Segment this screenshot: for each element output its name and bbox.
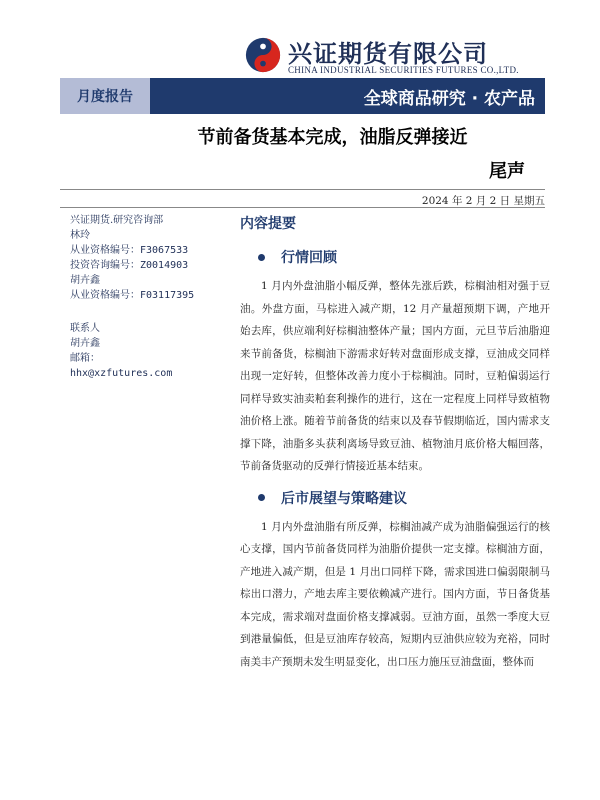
email-label: 邮箱： — [70, 353, 100, 364]
bullet-icon — [258, 494, 265, 501]
contact-name: 胡卉鑫 — [70, 338, 100, 349]
section-heading-text: 后市展望与策略建议 — [281, 490, 407, 507]
report-date: 2024 年 2 月 2 日 星期五 — [421, 195, 545, 207]
section-heading-text: 行情回顾 — [281, 250, 337, 266]
report-title-line1: 节前备货基本完成，油脂反弹接近 — [197, 127, 468, 148]
consulting-number: 投资咨询编号：Z0014903 — [70, 260, 189, 271]
company-logo — [244, 34, 544, 80]
report-category-label: 全球商品研究 · 农产品 — [363, 88, 535, 109]
license-number: 从业资格编号：F3067533 — [70, 245, 189, 256]
company-name-en: CHINA INDUSTRIAL SECURITIES FUTURES CO.,LTD. — [288, 65, 519, 75]
analyst-name: 林玲 — [70, 230, 90, 241]
contact-label: 联系人 — [70, 323, 100, 334]
section-heading — [258, 247, 550, 267]
summary-heading: 内容提要 — [240, 216, 296, 232]
analyst-sidebar — [70, 213, 230, 381]
company-logo-icon — [244, 36, 282, 74]
divider-bottom — [60, 207, 545, 208]
company-name-cn: 兴证期货有限公司 — [288, 39, 488, 68]
report-banner — [60, 78, 545, 114]
license-number: 从业资格编号：F03117395 — [70, 290, 195, 301]
research-department: 兴证期货.研究咨询部 — [70, 215, 164, 226]
report-type-label: 月度报告 — [60, 78, 150, 114]
analyst-name: 胡卉鑫 — [70, 275, 100, 286]
section-paragraph: 1 月内外盘油脂有所反弹，棕榈油减产成为油脂偏强运行的核心支撑，国内节前备货同样为油脂价提供一定支撑。棕榈油方面，产地进入减产期，但是 1 月出口同样下降，需求国进口偏弱限制马棕出口潜力，产地去库主要依赖减产进行。国内方面，节日备货基本完成，需求端对盘面价格支撑减弱。豆油方面，虽然一季度大豆到港量偏低，但是豆油库存较高，短期内豆油供应较为充裕，同时南美丰产预期未发生明显变化，出口压力施压豆油盘面，整体而 — [240, 520, 550, 668]
contact-email[interactable]: hhx@xzfutures.com — [70, 368, 173, 379]
divider-top — [60, 189, 545, 190]
section-heading — [258, 488, 550, 508]
report-title-line2: 尾声 — [489, 161, 525, 182]
summary-content — [240, 213, 550, 673]
report-title — [60, 123, 545, 183]
bullet-icon — [258, 254, 265, 261]
section-paragraph: 1 月内外盘油脂小幅反弹，整体先涨后跌，棕榈油相对强于豆油。外盘方面，马棕进入减产期，12 月产量超预期下调，产地开始去库，供应端利好棕榈油整体产量；国内方面，元旦节后油脂迎来节前备货，棕榈油下游需求好转对盘面形成支撑，豆油成交同样出现一定好转，但整体改善力度小于棕榈油。同时，豆粕偏弱运行同样导致实油卖粕套利操作的进行，这在一定程度上同样导致植物油价格上涨。随着节前备货的结束以及春节假期临近，国内需求支撑下降，油脂多头获利离场导致豆油、植物油月底价格大幅回落，节前备货驱动的反弹行情接近基本结束。 — [240, 280, 550, 472]
